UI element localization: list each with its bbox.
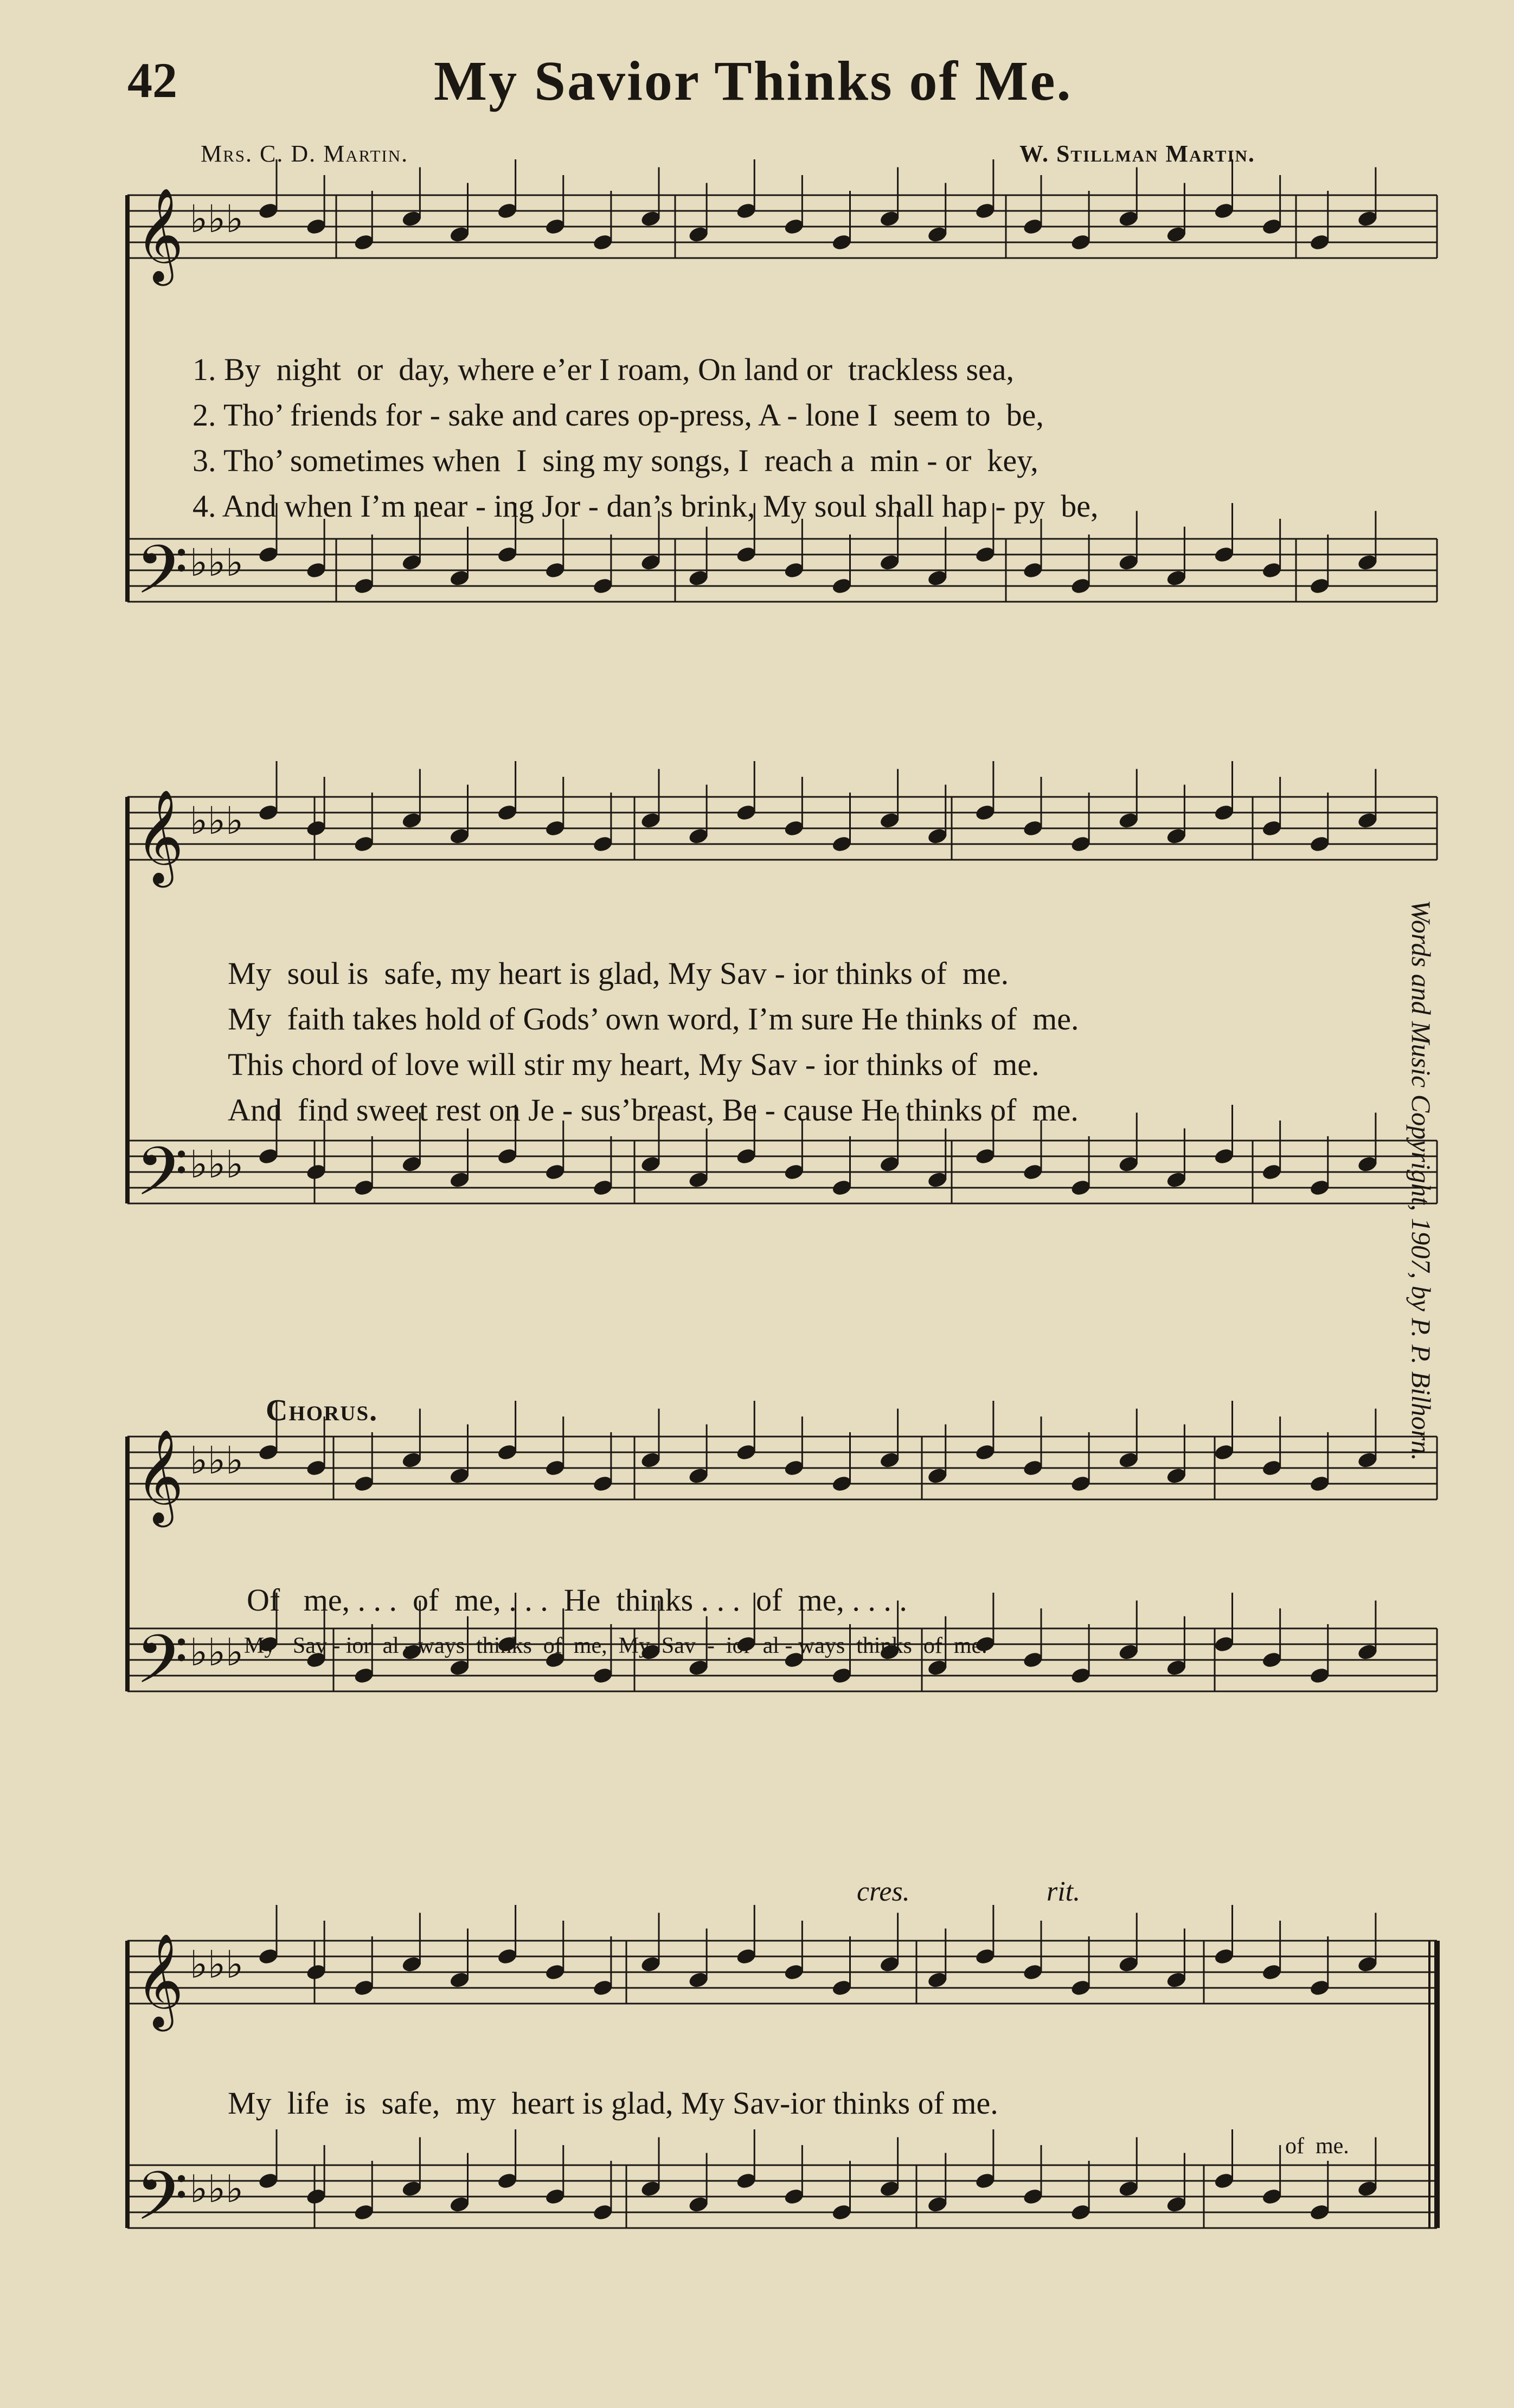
verse-3-line-1: 3. Tho’ sometimes when I sing my songs, I reach a min - or key, (193, 443, 1038, 478)
treble-clef: 𝄞 (136, 188, 184, 282)
key-signature-flats: ♭♭♭ (190, 1438, 244, 1483)
verse-1-line-2: My soul is safe, my heart is glad, My Sav - ior thinks of me. (228, 956, 1009, 991)
key-signature-flats: ♭♭♭ (190, 1942, 244, 1987)
key-signature-flats: ♭♭♭ (190, 799, 244, 843)
key-signature-flats: ♭♭♭ (190, 1142, 244, 1187)
chorus-label: Chorus. (266, 1394, 378, 1427)
bass-clef: 𝄢 (136, 1621, 188, 1715)
final-bass-lyric: of me. (1285, 2134, 1349, 2159)
composer-credit: W. Stillman Martin. (1019, 140, 1255, 167)
key-signature-flats: ♭♭♭ (190, 197, 244, 241)
bass-clef: 𝄢 (136, 1133, 188, 1227)
verse-2-line-1: 2. Tho’ friends for - sake and cares op-press, A - lone I seem to be, (193, 397, 1044, 433)
page-number: 42 (127, 53, 177, 108)
treble-clef: 𝄞 (136, 1429, 184, 1523)
verse-3-line-2: This chord of love will stir my heart, My Sav - ior thinks of me. (228, 1047, 1040, 1082)
verse-4-line-2: And find sweet rest on Je - sus’breast, Be - cause He thinks of me. (228, 1092, 1079, 1128)
key-signature-flats: ♭♭♭ (190, 1630, 244, 1675)
cres-marking: cres. (857, 1876, 910, 1907)
page-title: My Savior Thinks of Me. (434, 50, 1073, 112)
chorus-lyric-bass: My Sav - ior al - ways thinks of me, My Sav - ior al - ways thinks of me. (244, 1633, 987, 1658)
verse-4-line-1: 4. And when I’m near - ing Jor - dan’s brink, My soul shall hap - py be, (193, 488, 1099, 524)
final-line-lyric: My life is safe, my heart is glad, My Sav-ior thinks of me. (228, 2085, 998, 2121)
key-signature-flats: ♭♭♭ (190, 2167, 244, 2211)
copyright-notice: Words and Music Copyright, 1907, by P. P. Bilhorn. (1406, 900, 1436, 1461)
bass-clef: 𝄢 (136, 2158, 188, 2252)
author-credit: Mrs. C. D. Martin. (201, 140, 409, 167)
key-signature-flats: ♭♭♭ (190, 540, 244, 585)
rit-marking: rit. (1047, 1876, 1081, 1907)
treble-clef: 𝄞 (136, 789, 184, 884)
bass-clef: 𝄢 (136, 531, 188, 626)
verse-1-line-1: 1. By night or day, where e’er I roam, On land or trackless sea, (193, 352, 1015, 387)
chorus-lyric-main: Of me, . . . of me, . . . He thinks . . . of me, . . . . (247, 1582, 907, 1618)
treble-clef: 𝄞 (136, 1933, 184, 2027)
verse-2-line-2: My faith takes hold of Gods’ own word, I’m sure He thinks of me. (228, 1001, 1079, 1036)
